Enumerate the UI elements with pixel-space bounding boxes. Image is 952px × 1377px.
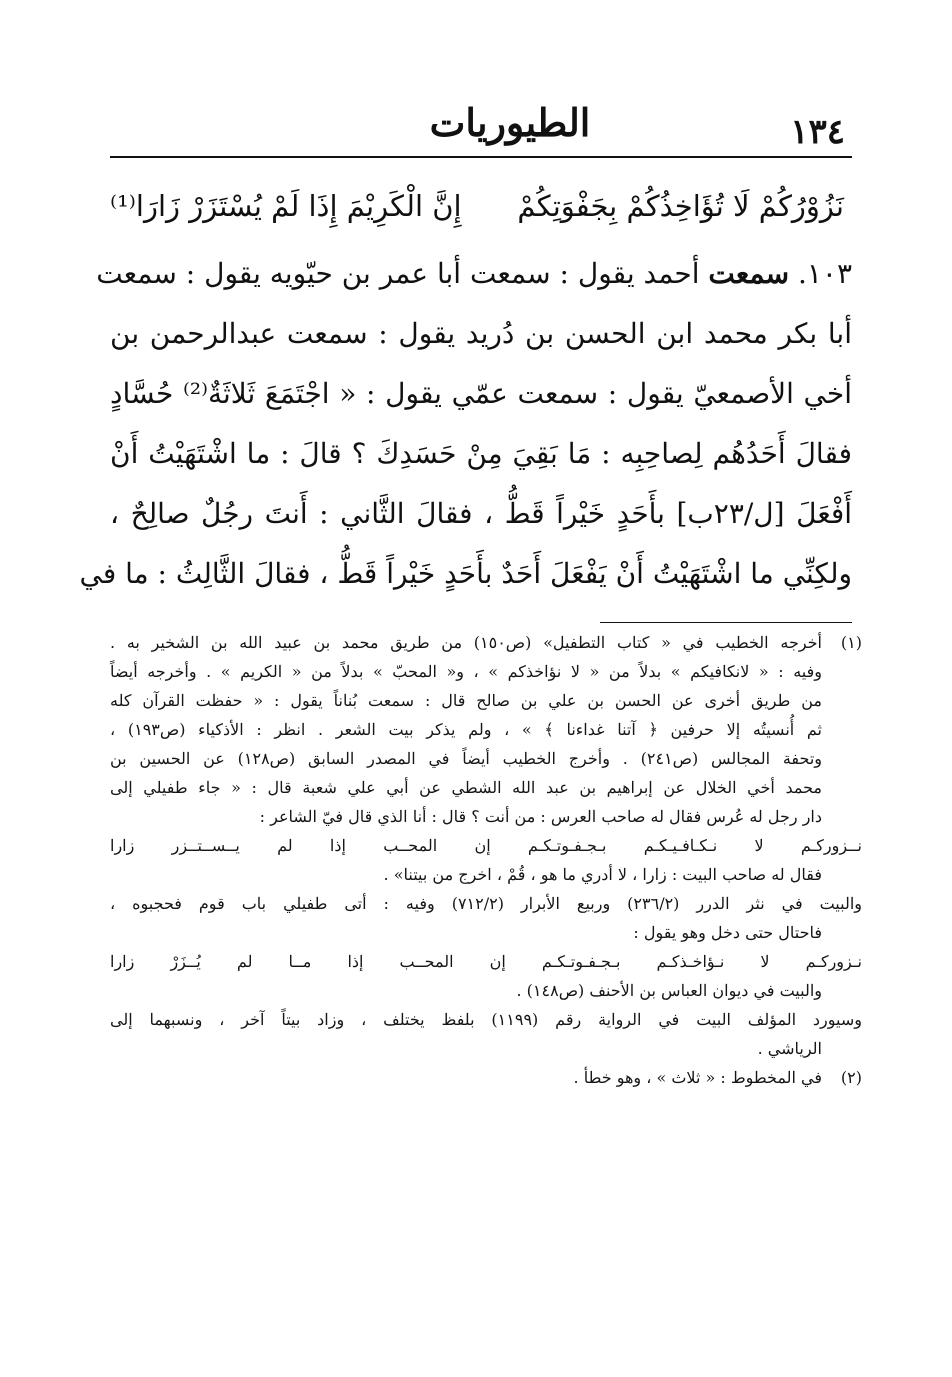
footnote-1-line: وتحفة المجالس (ص٢٤١) . وأخرج الخطيب أيضاً في المصدر السابق (ص١٢٨) عن الحسين بن — [110, 749, 823, 768]
footnote-1-line: والبيت في نثر الدرر (٢٣٦/٢) وربيع الأبرار (٧١٢/٢) وفيه : أتى طفيلي باب قوم فحجبوه ، — [110, 894, 863, 913]
page-number: ١٣٤ — [790, 112, 845, 152]
footnote-verse: نـزوركـم لا نـؤاخـذكـم بـجـفـوتـكـم إن المحــب إذا مــا لم يُــزَرْ زارا — [110, 952, 862, 971]
narration-line: أخي الأصمعيّ يقول : سمعت عمّي يقول : « اجْتَمَعَ ثَلاثَةٌ⁽²⁾ حُسَّادٍ — [110, 377, 852, 410]
narration-text: أحمد يقول : سمعت أبا عمر بن حيّويه يقول : سمعت — [96, 257, 700, 290]
footnote-1-line — [110, 628, 862, 657]
narration-line — [96, 244, 852, 304]
footnote-text: في المخطوط : « ثلاث » ، وهو خطأ . — [573, 1068, 822, 1087]
footnote-verse: نــزوركـم لا نـكـافـيـكـم بـجـفـوتـكـم إن المحــب إذا لم يــســتــزر زارا — [110, 836, 862, 855]
footnote-number: (١) — [840, 633, 862, 652]
footnote-text: أخرجه الخطيب في « كتاب التطفيل» (ص١٥٠) من طريق محمد بن عبيد الله بن الشخير به . — [110, 633, 822, 652]
page-header — [110, 92, 845, 154]
footnote-1-line: الرياشي . — [757, 1039, 822, 1058]
narration-line: أبا بكر محمد ابن الحسن بن دُريد يقول : سمعت عبدالرحمن بن — [110, 317, 852, 350]
footnote-1-line: ثم أُنسيتُه إلا حرفين ﴿ آتنا غداءنا ﴾ » ، ولم يذكر بيت الشعر . انظر : الأذكياء (ص١٩٣) ، — [110, 720, 823, 739]
opening-verse — [110, 176, 852, 236]
narration-line: أَفْعَلَ [ل/٢٣ب] بأَحَدٍ خَيْراً قَطُّ ، فقالَ الثَّاني : أَنتَ رجُلٌ صالِحٌ ، — [110, 497, 852, 530]
narration-keyword: سمعت — [708, 257, 790, 290]
footnote-1-line: وفيه : « لانكافيكم » بدلاً من « لا نؤاخذكم » ، و« المحبّ » بدلاً من « الكريم » . وأخرجه أيضاً — [110, 662, 822, 681]
footnote-1-line: محمد أخي الخلال عن إبراهيم بن عبد الله الشطي عن أبي علي شعبة قال : « جاء طفيلي إلى — [110, 778, 822, 797]
verse-second-hemistich: إِنَّ الْكَرِيْمَ إِذَا لَمْ يُسْتَزَرْ زَارَا⁽¹⁾ — [110, 189, 462, 223]
verse-first-hemistich: نَزُوْرُكُمْ لَا تُؤَاخِذُكُمْ بِجَفْوَتِكُمْ — [517, 189, 844, 223]
footnotes — [110, 628, 862, 1092]
book-title: الطيوريات — [429, 100, 591, 145]
footnote-number: (٢) — [840, 1068, 862, 1087]
header-divider — [110, 156, 852, 158]
footnote-1-line: والبيت في ديوان العباس بن الأحنف (ص١٤٨) . — [516, 981, 822, 1000]
footnote-1-line: من طريق أخرى عن الحسن بن علي بن صالح قال : سمعت بُناناً يقول : « حفظت القرآن كله — [110, 691, 822, 710]
footnote-2-line — [110, 1063, 862, 1092]
narration-103 — [79, 244, 852, 604]
footnote-divider — [600, 622, 852, 623]
narration-line: ولكِنِّي ما اشْتَهَيْتُ أَنْ يَفْعَلَ أَحَدٌ بأَحَدٍ خَيْراً قَطُّ ، فقالَ الثَّالِثُ : ما في — [79, 557, 852, 590]
narration-line: فقالَ أَحَدُهُم لِصاحِبِه : مَا بَقِيَ مِنْ حَسَدِكَ ؟ قالَ : ما اشْتَهَيْتُ أَنْ — [110, 437, 852, 470]
footnote-1-line: فقال له صاحب البيت : زارا ، لا أدري ما هو ، قُمْ ، اخرج من بيتنا» . — [383, 865, 822, 884]
footnote-1-line: وسيورد المؤلف البيت في الرواية رقم (١١٩٩) بلفظ يختلف ، وزاد بيتاً آخر ، ونسبهما إلى — [110, 1010, 863, 1029]
footnote-1-line: فاحتال حتى دخل وهو يقول : — [633, 923, 822, 942]
footnote-1-line: دار رجل له عُرس فقال له صاحب العرس : من أنت ؟ قال : أنا الذي قال فيّ الشاعر : — [259, 807, 822, 826]
narration-number: ١٠٣. — [797, 257, 852, 290]
